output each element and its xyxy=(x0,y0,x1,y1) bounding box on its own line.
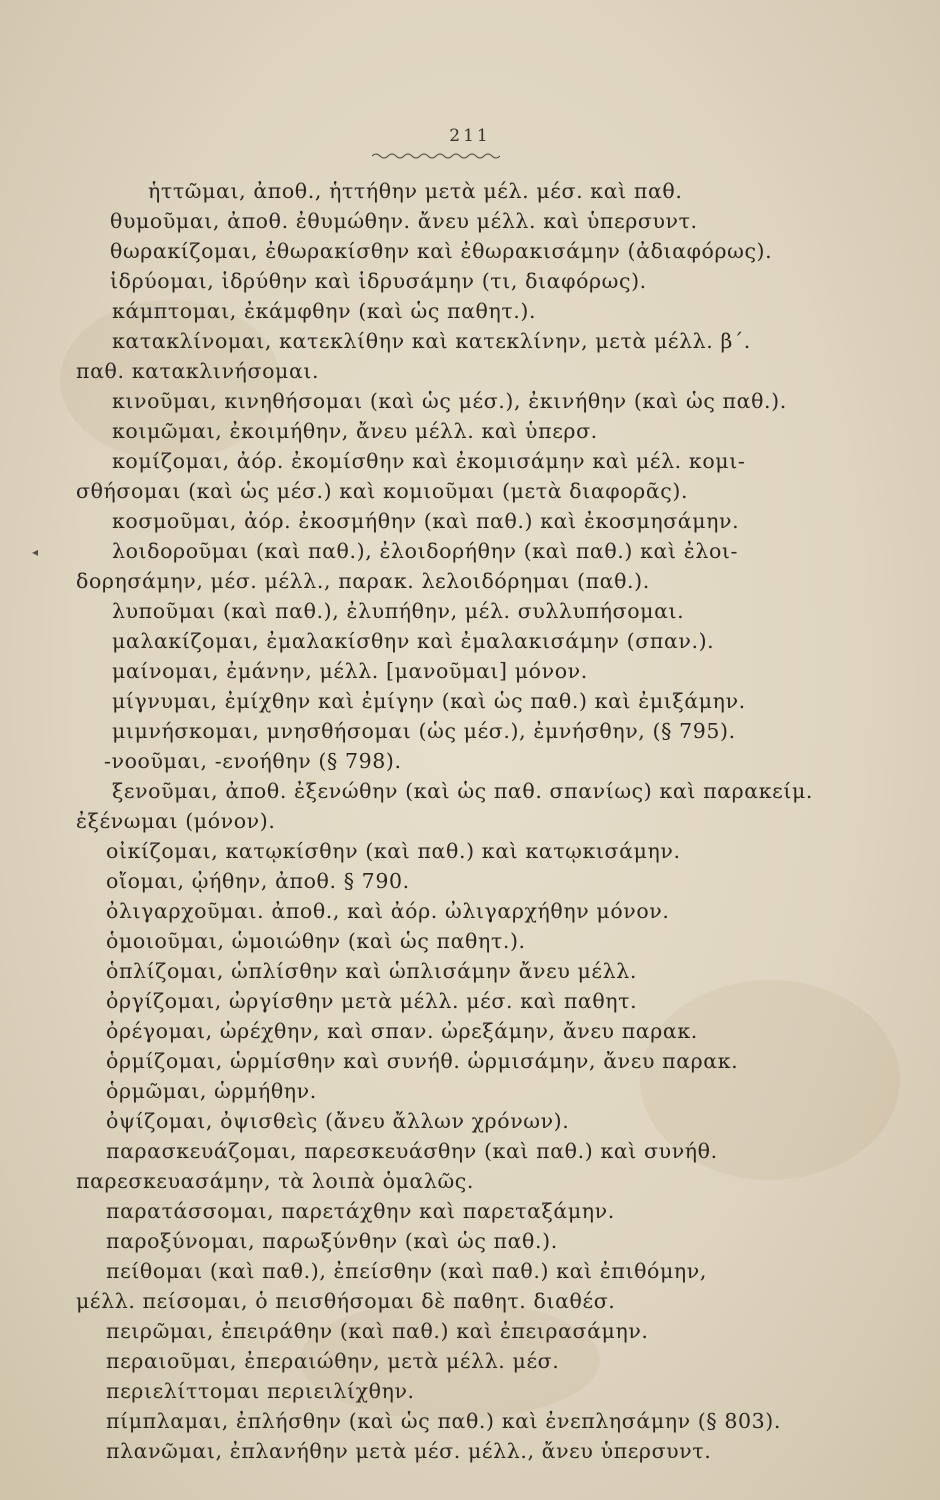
text-line: σθήσομαι (καὶ ὡς μέσ.) καὶ κομιοῦμαι (μετὰ διαφορᾶς). xyxy=(76,479,689,503)
text-line: ἱδρύομαι, ἱδρύθην καὶ ἱδρυσάμην (τι, διαφόρως). xyxy=(110,269,647,293)
text-line: ὀψίζομαι, ὀψισθεὶς (ἄνευ ἄλλων χρόνων). xyxy=(106,1109,570,1133)
text-line: περιελίττομαι περιειλίχθην. xyxy=(106,1379,415,1403)
text-line: κοσμοῦμαι, ἀόρ. ἐκοσμήθην (καὶ παθ.) καὶ ἐκοσμησάμην. xyxy=(112,509,740,533)
text-line: κατακλίνομαι, κατεκλίθην καὶ κατεκλίνην, μετὰ μέλλ. β΄. xyxy=(112,329,751,353)
text-line: μαλακίζομαι, ἐμαλακίσθην καὶ ἐμαλακισάμην (σπαν.). xyxy=(112,629,715,653)
text-line: ξενοῦμαι, ἀποθ. ἐξενώθην (καὶ ὡς παθ. σπανίως) καὶ παρακείμ. xyxy=(112,779,814,803)
text-line: ὀργίζομαι, ὠργίσθην μετὰ μέλλ. μέσ. καὶ παθητ. xyxy=(106,989,638,1013)
text-line: λυποῦμαι (καὶ παθ.), ἐλυπήθην, μέλ. συλλυπήσομαι. xyxy=(112,599,685,623)
text-line: θωρακίζομαι, ἐθωρακίσθην καὶ ἐθωρακισάμην (ἀδιαφόρως). xyxy=(110,239,773,263)
text-line: ἐξένωμαι (μόνον). xyxy=(76,809,276,833)
text-line: περαιοῦμαι, ἐπεραιώθην, μετὰ μέλλ. μέσ. xyxy=(106,1349,560,1373)
text-line: ὁμοιοῦμαι, ὡμοιώθην (καὶ ὡς παθητ.). xyxy=(106,929,526,953)
text-line: παρεσκευασάμην, τὰ λοιπὰ ὁμαλῶς. xyxy=(76,1169,474,1193)
text-line: παρατάσσομαι, παρετάχθην καὶ παρεταξάμην. xyxy=(106,1199,615,1223)
text-line: μιμνήσκομαι, μνησθήσομαι (ὡς μέσ.), ἐμνήσθην, (§ 795). xyxy=(112,719,736,743)
text-line: κοιμῶμαι, ἐκοιμήθην, ἄνευ μέλλ. καὶ ὑπερσ. xyxy=(112,419,598,443)
text-line: ὁρμίζομαι, ὡρμίσθην καὶ συνήθ. ὡρμισάμην, ἄνευ παρακ. xyxy=(106,1049,739,1073)
text-line: κομίζομαι, ἀόρ. ἐκομίσθην καὶ ἐκομισάμην καὶ μέλ. κομι- xyxy=(112,449,746,473)
text-line: πείθομαι (καὶ παθ.), ἐπείσθην (καὶ παθ.) καὶ ἐπιθόμην, xyxy=(106,1259,707,1283)
text-line: ὁρμῶμαι, ὡρμήθην. xyxy=(106,1079,317,1103)
text-line: ὀλιγαρχοῦμαι. ἀποθ., καὶ ἀόρ. ὠλιγαρχήθην μόνον. xyxy=(106,899,670,923)
text-line: πίμπλαμαι, ἐπλήσθην (καὶ ὡς παθ.) καὶ ἐνεπλησάμην (§ 803). xyxy=(106,1409,782,1433)
text-line: πλανῶμαι, ἐπλανήθην μετὰ μέσ. μέλλ., ἄνευ ὑπερσυντ. xyxy=(106,1439,712,1463)
text-line: οἰκίζομαι, κατῳκίσθην (καὶ παθ.) καὶ κατῳκισάμην. xyxy=(106,839,681,863)
text-line: παρασκευάζομαι, παρεσκευάσθην (καὶ παθ.) καὶ συνήθ. xyxy=(106,1139,718,1163)
text-line: ὀρέγομαι, ὠρέχθην, καὶ σπαν. ὠρεξάμην, ἄνευ παρακ. xyxy=(106,1019,698,1043)
text-line: μαίνομαι, ἐμάνην, μέλλ. [μανοῦμαι] μόνον. xyxy=(112,659,588,683)
text-line: δορησάμην, μέσ. μέλλ., παρακ. λελοιδόρημαι (παθ.). xyxy=(76,569,650,593)
text-line: ἡττῶμαι, ἀποθ., ἡττήθην μετὰ μέλ. μέσ. καὶ παθ. xyxy=(148,179,683,203)
wavy-rule-ornament xyxy=(372,152,500,160)
margin-mark: ◂ xyxy=(32,545,39,559)
text-line: -νοοῦμαι, -ενοήθην (§ 798). xyxy=(104,749,402,773)
text-line: κάμπτομαι, ἐκάμφθην (καὶ ὡς παθητ.). xyxy=(112,299,537,323)
text-line: παροξύνομαι, παρωξύνθην (καὶ ὡς παθ.). xyxy=(106,1229,558,1253)
text-line: μίγνυμαι, ἐμίχθην καὶ ἐμίγην (καὶ ὡς παθ.) καὶ ἐμιξάμην. xyxy=(112,689,746,713)
text-line: μέλλ. πείσομαι, ὁ πεισθήσομαι δὲ παθητ. διαθέσ. xyxy=(76,1289,616,1313)
text-line: κινοῦμαι, κινηθήσομαι (καὶ ὡς μέσ.), ἐκινήθην (καὶ ὡς παθ.). xyxy=(112,389,787,413)
page-number: 211 xyxy=(449,126,491,146)
text-line: θυμοῦμαι, ἀποθ. ἐθυμώθην. ἄνευ μέλλ. καὶ ὑπερσυντ. xyxy=(110,209,698,233)
text-line: ὁπλίζομαι, ὡπλίσθην καὶ ὡπλισάμην ἄνευ μέλλ. xyxy=(106,959,637,983)
text-line: λοιδοροῦμαι (καὶ παθ.), ἐλοιδορήθην (καὶ παθ.) καὶ ἐλοι- xyxy=(112,539,739,563)
text-line: πειρῶμαι, ἐπειράθην (καὶ παθ.) καὶ ἐπειρασάμην. xyxy=(106,1319,649,1343)
text-line: παθ. κατακλινήσομαι. xyxy=(76,359,320,383)
text-line: οἴομαι, ᾠήθην, ἀποθ. § 790. xyxy=(106,869,410,893)
